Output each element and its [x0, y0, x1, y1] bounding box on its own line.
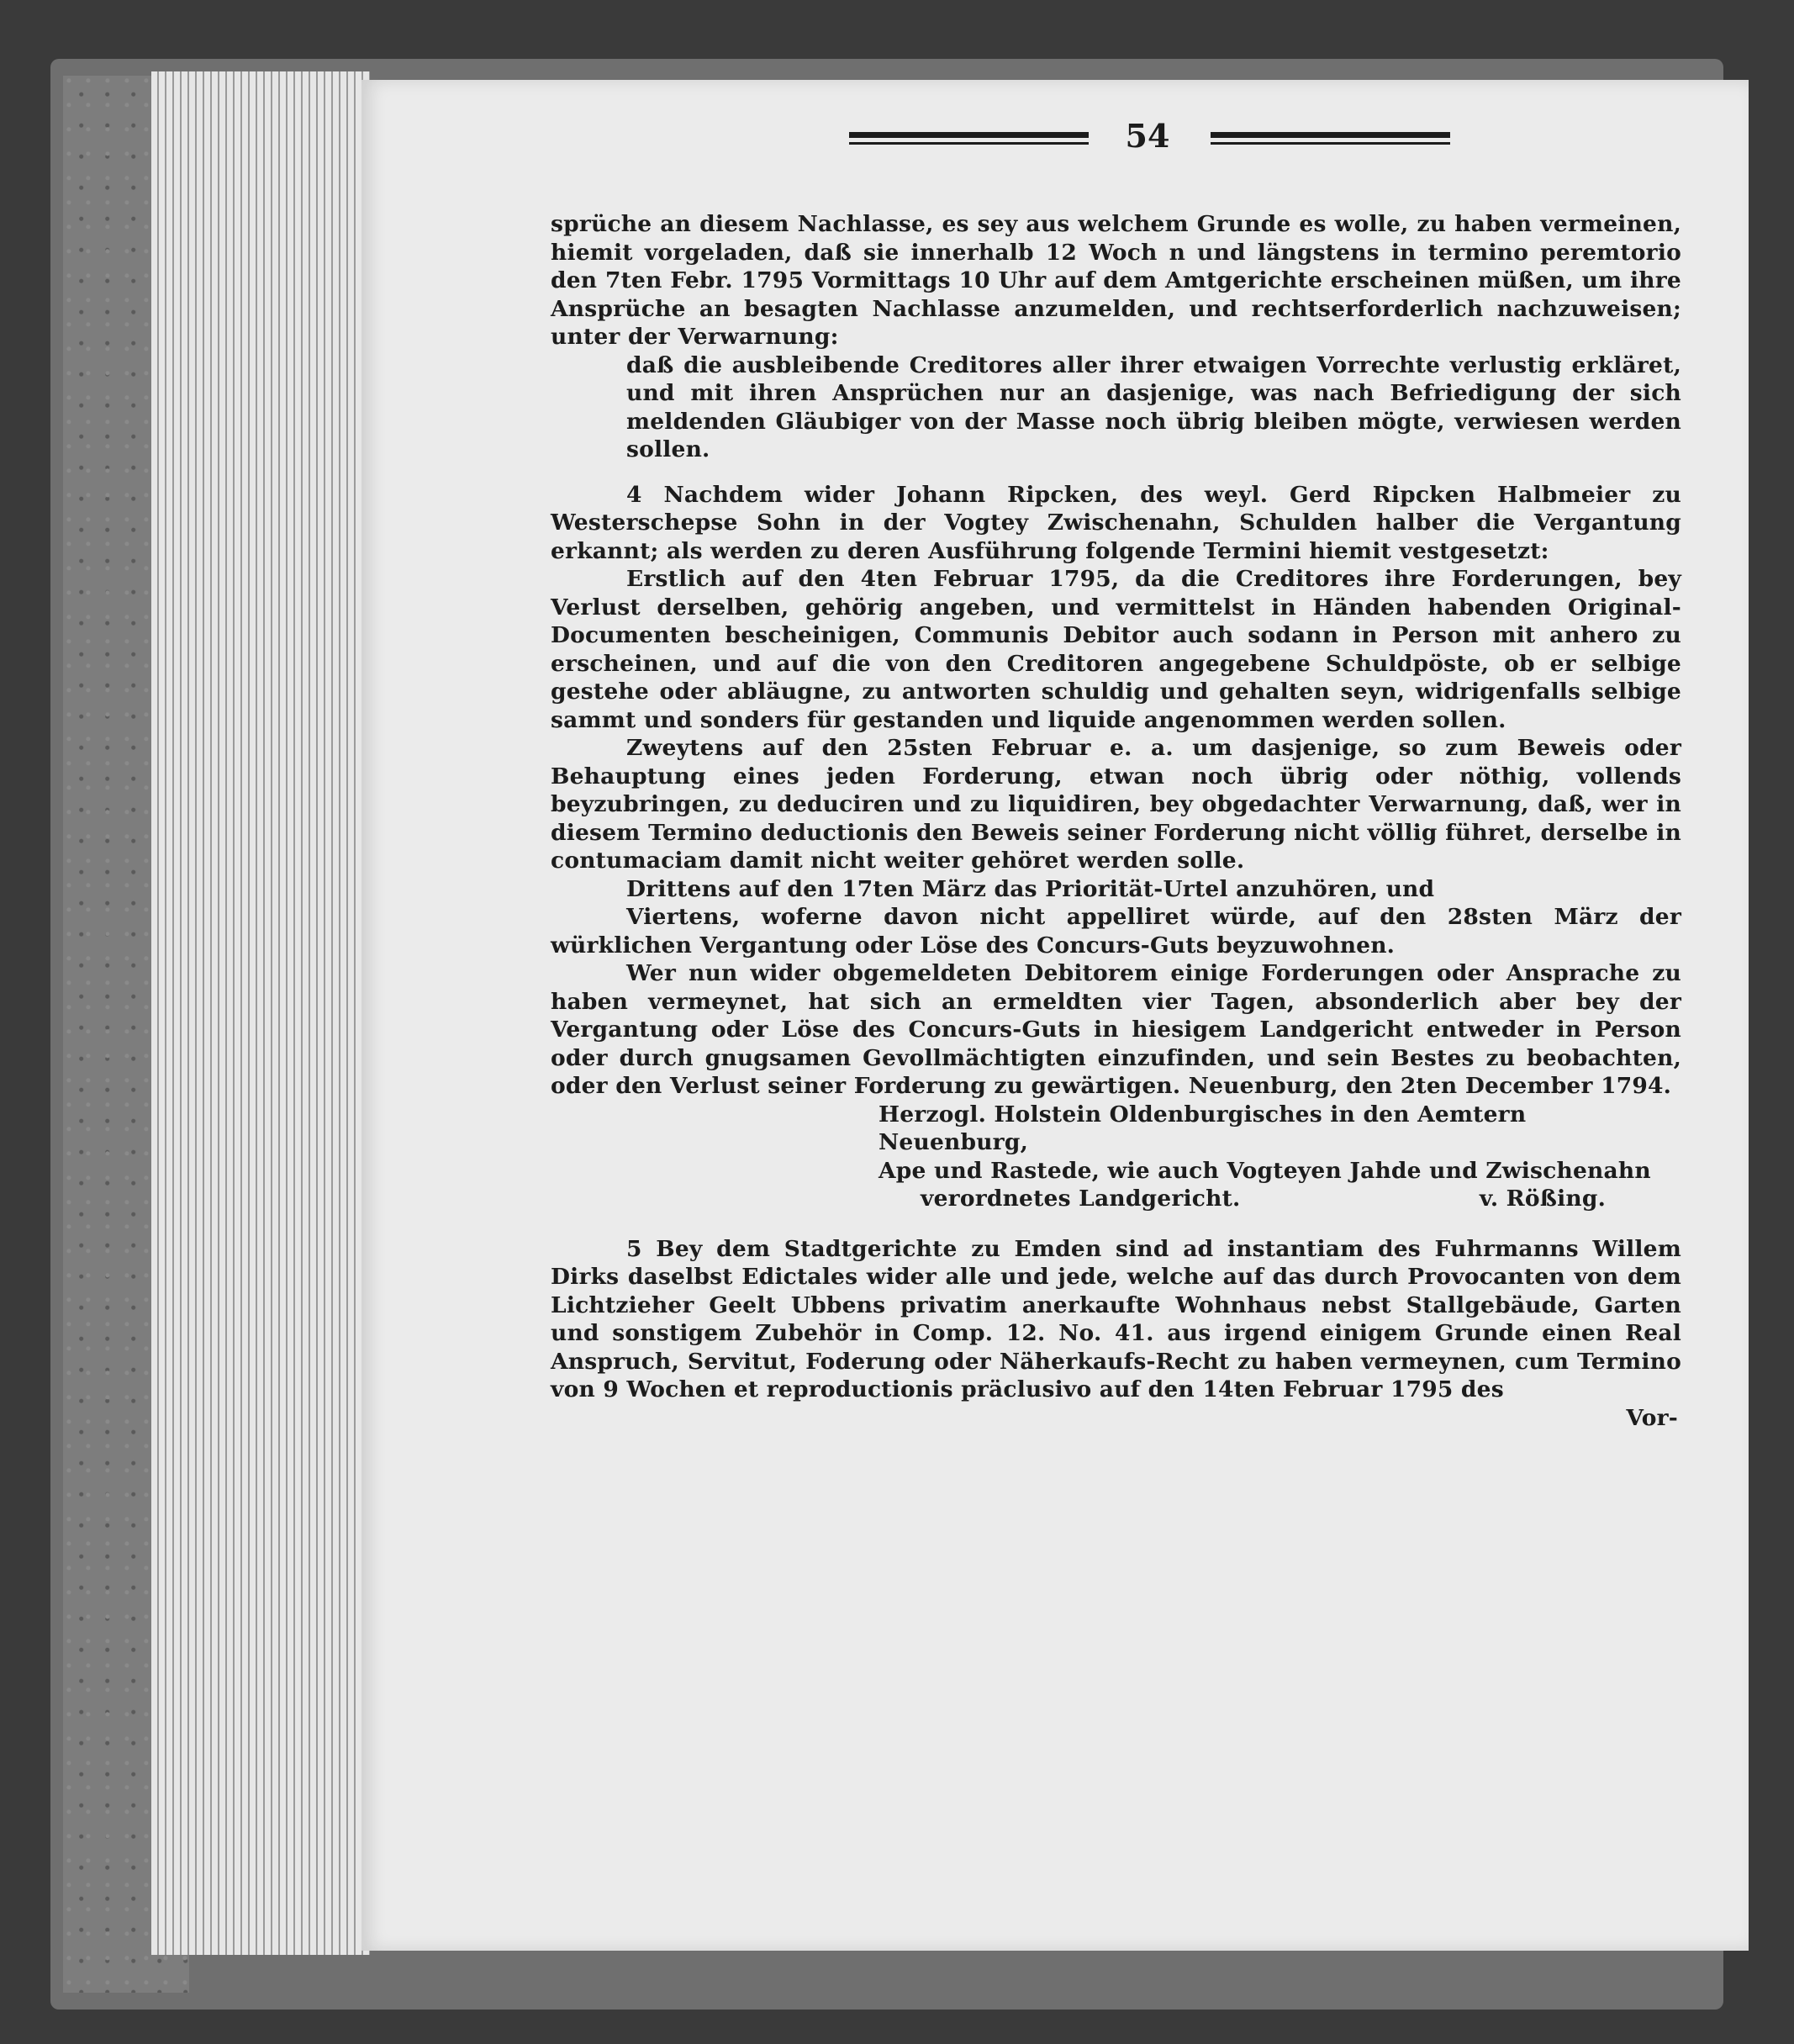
paragraph-second-term: Zweytens auf den 25sten Februar e. a. um dasjenige, so zum Beweis oder Behauptung eines jeden Forderung, etwan noch übrig oder nöthig, vollends beyzubringen, zu deduciren und zu liquidiren, bey obgedachter Verwarnung, daß, wer in diesem Termino deductionis den Beweis seiner Forderung nicht völlig führet, derselbe in contumaciam damit nicht weiter gehöret werden solle.: [551, 735, 1681, 874]
paragraph-fourth-term: Viertens, woferne davon nicht appelliret würde, auf den 28sten März der würklichen Vergantung oder Löse des Concurs-Guts beyzuwohnen.: [551, 904, 1681, 959]
page-edges: [151, 71, 370, 1955]
page-number: 54: [1125, 117, 1170, 155]
paragraph-notice-4: 4 Nachdem wider Johann Ripcken, des weyl. Gerd Ripcken Halbmeier zu Westerschepse Sohn in der Vogtey Zwischenahn, Schulden halber die Vergantung erkannt; als werden zu deren Ausführung folgende Termini hiemit vestgesetzt:: [551, 481, 1681, 564]
header-rule-right: [1211, 132, 1450, 147]
catchword: Vor-: [1626, 1404, 1678, 1431]
signature-court-line-1: Herzogl. Holstein Oldenburgisches in den Aemtern Neuenburg,: [879, 1101, 1527, 1155]
signature-court-line-2: Ape und Rastede, wie auch Vogteyen Jahde und Zwischenahn: [879, 1157, 1651, 1184]
header-rule-left: [849, 132, 1089, 147]
signature-name: v. Rößing.: [1479, 1186, 1606, 1212]
paragraph-claims: Wer nun wider obgemeldeten Debitorem einige Forderungen oder Ansprache zu haben vermeynet, hat sich an ermeldten vier Tagen, absonderlich aber bey der Vergantung oder Löse des Concurs-Guts in hiesigem Landgericht entweder in Person oder durch gnugsamen Gevollmächtigten einzufinden, und sein Bestes zu beobachten, oder den Verlust seiner Forderung zu gewärtigen. Neuenburg, den 2ten December 1794.: [551, 960, 1681, 1099]
book-page: [361, 80, 1749, 1951]
paragraph-warning: daß die ausbleibende Creditores aller ihrer etwaigen Vorrechte verlustig erkläret, und mit ihren Ansprüchen nur an dasjenige, was nach Befriedigung der sich meldenden Gläubiger von der Masse noch übrig bleiben mögte, verwiesen werden sollen.: [626, 351, 1681, 462]
paragraph-summons: sprüche an diesem Nachlasse, es sey aus welchem Grunde es wolle, zu haben vermeinen, hiemit vorgeladen, daß sie innerhalb 12 Woch n und längstens in termino peremtorio den 7ten Febr. 1795 Vormittags 10 Uhr auf dem Amtgerichte erscheinen müßen, um ihre Ansprüche an besagten Nachlasse anzumelden, und rechtserforderlich nachzuweisen; unter der Verwarnung:: [551, 211, 1681, 350]
paragraph-first-term: Erstlich auf den 4ten Februar 1795, da die Creditores ihre Forderungen, bey Verlust derselben, gehörig angeben, und vermittelst in Händen habenden Original-Documenten bescheinigen, Communis Debitor auch sodann in Person mit anhero zu erscheinen, und auf die von den Creditoren angegebene Schuldpöste, ob er selbige gestehe oder abläugne, zu antworten schuldig und gehalten seyn, widrigenfalls selbige sammt und sonders für gestanden und liquide angenommen werden sollen.: [551, 566, 1681, 733]
paragraph-third-term: Drittens auf den 17ten März das Priorität-Urtel anzuhören, und: [626, 875, 1435, 902]
page-text: [551, 210, 1681, 1432]
paragraph-notice-5: 5 Bey dem Stadtgerichte zu Emden sind ad instantiam des Fuhrmanns Willem Dirks daselbst Edictales wider alle und jede, welche auf das durch Provocanten von dem Lichtzieher Geelt Ubbens privatim anerkaufte Wohnhaus nebst Stallgebäude, Garten und sonstigem Zubehör in Comp. 12. No. 41. aus irgend einigem Grunde einen Real Anspruch, Servitut, Foderung oder Näherkaufs-Recht zu haben vermeynen, cum Termino von 9 Wochen et reproductionis präclusivo auf den 14ten Februar 1795 des: [551, 1235, 1681, 1402]
signature-court-line-3: verordnetes Landgericht.: [921, 1186, 1241, 1212]
signature-row: [921, 1185, 1681, 1213]
